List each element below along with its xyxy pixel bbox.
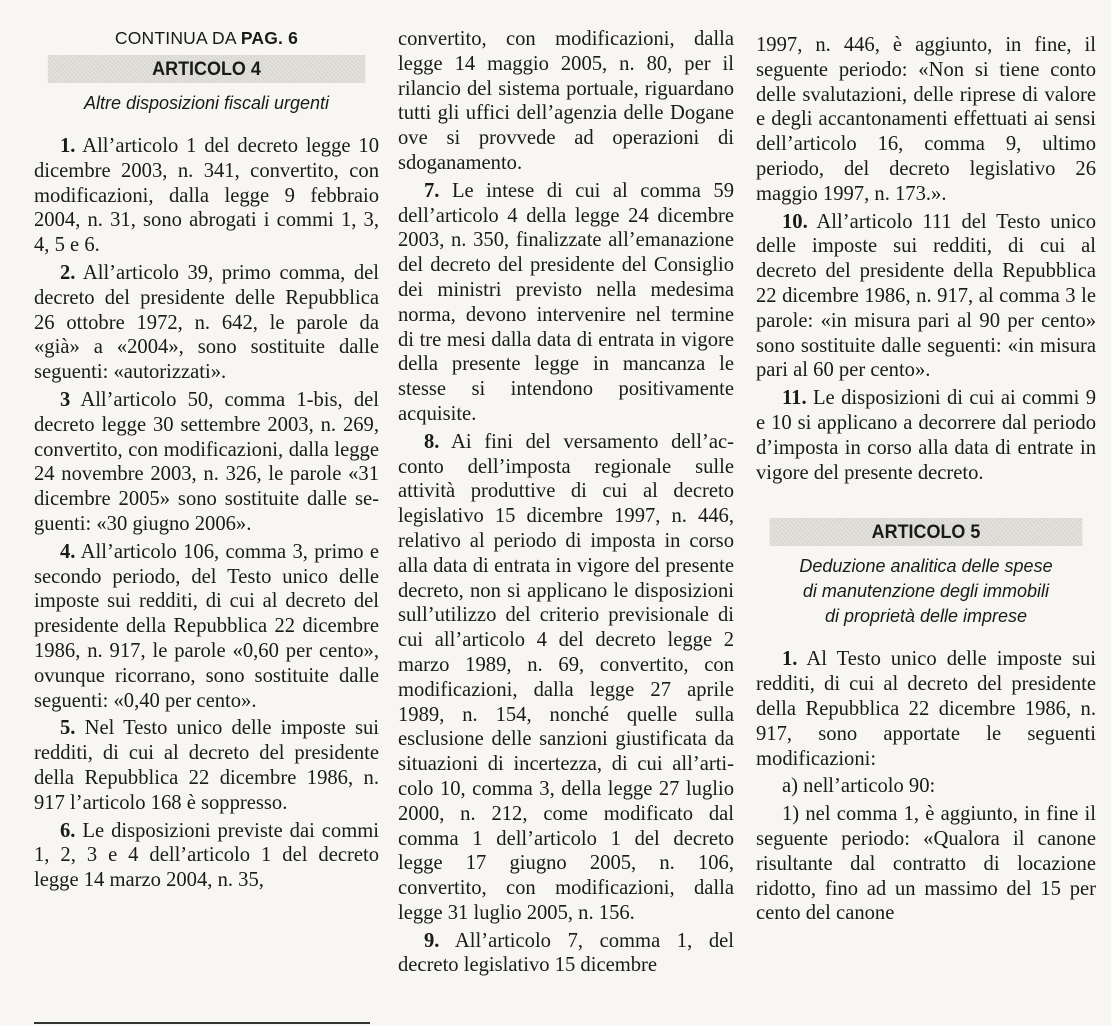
paragraph-text: Al Testo unico delle imposte sui redditi, di cui al decreto del presidente della Repubblica 22 dicembre 1986, n. 917, sono apportate le seguenti modificazioni: — [756, 648, 1096, 770]
article-4-paragraph-4 — [34, 540, 379, 714]
continua-page: PAG. 6 — [240, 28, 299, 48]
article-4-paragraph-9 — [398, 929, 734, 979]
paragraph-text: Nel Testo unico delle imposte sui redditi, di cui al decreto del presidente della Repubblica 22 dicembre 1986, n. 917 l’articolo 168 è soppresso. — [34, 717, 379, 814]
paragraph-number: 5. — [60, 717, 76, 740]
paragraph-text: Le intese di cui al comma 59 dell’articolo 4 della legge 24 dicembre 2003, n. 350, finalizzate all’emanazione del decreto del presidente del Consiglio dei ministri previsto nella medesima norma, devono intervenire nel termine di tre mesi dalla data di entrata in vigore della presente legge in mancanza le stesse si intendono positivamente acquisite. — [398, 179, 734, 425]
paragraph-text: All’articolo 111 del Testo unico delle imposte sui redditi, di cui al decreto del presidente della Repubblica 22 dicembre 1986, n. 917, al comma 3 le parole: «in misura pari al 90 per cento» sono sostituite dalle seguenti: «in misura pari al 60 per cento». — [756, 210, 1096, 382]
article-4-paragraph-7 — [398, 179, 734, 427]
article-4-paragraph-3 — [34, 388, 379, 537]
paragraph-text: Le disposizioni previste dai commi 1, 2, 3 e 4 dell’articolo 1 del decreto legge 14 marzo 2004, n. 35, — [34, 819, 379, 892]
column-3 — [756, 33, 1096, 929]
article-4-paragraph-10 — [756, 210, 1096, 384]
paragraph-number: 10. — [782, 210, 808, 233]
subtitle-line: Deduzione analitica delle spese — [799, 556, 1053, 577]
article-4-paragraph-5 — [34, 716, 379, 815]
paragraph-text: Ai fini del versamento dell’acconto dell’imposta regionale sulle attività produttive di cui al decreto legislativo 15 dicembre 1997, n. 446, relativo al periodo di imposta in corso alla data di entrata in vigore del presente decreto, non si applicano le disposizioni sull’utilizzo del criterio previsionale di cui all’articolo 4 del decreto legge 2 marzo 1989, n. 69, convertito, con modificazioni, dalla legge 27 aprile 1989, n. 154, nonché quelle sulla esclusione delle sanzioni giustificata da situazioni di incertezza, di cui all’articolo 10, comma 3, della legge 27 luglio 2000, n. 212, come modificato dal comma 1 dell’articolo 1 del decreto legge 17 giugno 2005, n. 106, convertito, con modificazioni, dalla legge 31 luglio 2005, n. 156. — [398, 430, 734, 924]
article-4-subtitle: Altre disposizioni fiscali urgenti — [83, 93, 330, 113]
paragraph-text: All’articolo 50, comma 1-bis, del decreto legge 30 settembre 2003, n. 269, convertito, con modificazioni, dalla legge 24 novembre 2003, n. 326, le parole «31 dicembre 2005» sono sostituite dalle seguenti: «30 giugno 2006». — [34, 388, 379, 535]
continued-from-label — [34, 27, 379, 49]
subtitle-line: di manutenzione degli immobili — [802, 581, 1050, 602]
paragraph-number: 9. — [424, 929, 440, 952]
paragraph-number: 2. — [60, 261, 76, 284]
bottom-rule — [34, 1022, 370, 1024]
continua-prefix: CONTINUA DA — [114, 28, 236, 48]
spacer — [756, 488, 1096, 518]
paragraph-number: 1. — [60, 135, 76, 157]
article-4-title: ARTICOLO 4 — [48, 55, 365, 83]
article-5-item-a: a) nell’articolo 90: — [782, 775, 936, 798]
paragraph-number: 6. — [60, 819, 76, 842]
article-5-subtitle — [756, 554, 1096, 629]
article-4-paragraph-11 — [756, 386, 1096, 485]
article-5-paragraph-1 — [756, 647, 1096, 771]
article-4-paragraph-1 — [34, 134, 379, 258]
article-5-title: ARTICOLO 5 — [770, 518, 1083, 546]
article-4-paragraph-2 — [34, 261, 379, 385]
paragraph-text: All’articolo 1 del decreto legge 10 dicembre 2003, n. 341, convertito, con modificazioni, dalla legge 9 febbraio 2004, n. 31, sono abrogati i commi 1, 3, 4, 5 e 6. — [34, 135, 379, 257]
article-4-paragraph-6-continued: convertito, con modificazioni, dalla legge 14 maggio 2005, n. 80, per il rilancio del sistema portuale, riguardano tutti gli uffici dell’agenzia delle Dogane ove si provvede ad operazioni di sdoganamento. — [398, 28, 734, 174]
column-1 — [34, 27, 379, 896]
article-4-paragraph-8 — [398, 430, 734, 926]
paragraph-text: Le disposizioni di cui ai commi 9 e 10 si applicano a decorrere dal periodo d’imposta in corso alla data di entrate in vigore del presente decreto. — [756, 387, 1096, 484]
column-2 — [398, 27, 734, 981]
paragraph-number: 8. — [424, 430, 440, 453]
paragraph-text: All’articolo 39, primo comma, del decreto del presidente delle Repubblica 26 ottobre 1972, n. 642, le parole da «già» a «2004», sono sostituite dalle seguenti: «autorizzati». — [34, 261, 379, 384]
article-4-paragraph-6 — [34, 819, 379, 893]
article-4-paragraph-9-continued: 1997, n. 446, è aggiunto, in fine, il seguente periodo: «Non si tiene conto delle svalutazioni, delle riprese di valore e degli accantonamenti effettuati ai sensi dell’articolo 16, comma 9, ultimo periodo, del decreto legislativo 26 maggio 1997, n. 173.». — [756, 34, 1096, 205]
paragraph-number: 11. — [782, 387, 807, 410]
paragraph-number: 3 — [60, 388, 71, 411]
subtitle-line: di proprietà delle imprese — [824, 606, 1028, 627]
article-5-item-a-1: 1) nel comma 1, è aggiunto, in fine il seguente periodo: «Qualora il canone risultante dal contratto di locazione ridotto, fino ad un massimo del 15 per cento del canone — [756, 803, 1096, 925]
paragraph-text: All’articolo 106, comma 3, primo e secondo periodo, del Testo unico delle imposte sui redditi, di cui al decreto del presidente della Repubblica 22 dicembre 1986, n. 917, le parole «0,60 per cento», ovunque ricorrano, sono sostituite dalle seguenti: «0,40 per cento». — [34, 540, 379, 712]
paragraph-text: All’articolo 7, comma 1, del decreto legislativo 15 dicembre — [398, 929, 734, 977]
paragraph-number: 1. — [782, 648, 798, 671]
paragraph-number: 7. — [424, 179, 440, 202]
paragraph-number: 4. — [60, 540, 76, 563]
